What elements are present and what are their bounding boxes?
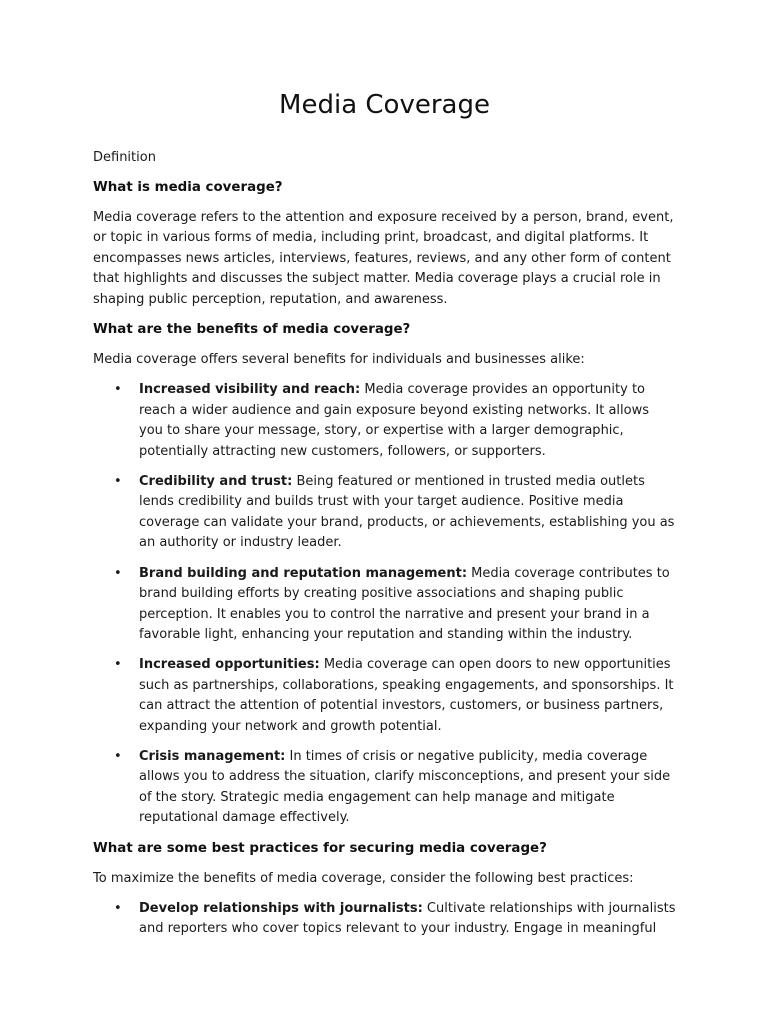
section-intro-benefits: Media coverage offers several benefits for individuals and businesses alike:	[93, 352, 585, 368]
list-item	[93, 472, 676, 554]
bullet-icon: •	[114, 900, 122, 916]
list-item-lead: Crisis management:	[139, 748, 286, 764]
bullet-icon: •	[114, 474, 122, 490]
section-heading-best-practices: What are some best practices for securing media coverage?	[93, 840, 547, 856]
section-paragraph-what-is: Media coverage refers to the attention and exposure received by a person, brand, event, or topic in various forms of media, including print, broadcast, and digital platforms. It encompasses news articles, interviews, features, reviews, and any other form of content that highlights and discusses the subject matter. Media coverage plays a crucial role in shaping public perception, reputation, and awareness.	[93, 210, 674, 307]
list-item	[93, 655, 676, 737]
best-practices-list	[93, 899, 676, 940]
list-item	[93, 380, 676, 462]
list-item-text: In times of crisis or negative publicity, media coverage allows you to address the situation, clarify misconceptions, and present your side of the story. Strategic media engagement can help manage and mitigate reputational damage effectively.	[139, 748, 671, 826]
list-item-text: Media coverage can open doors to new opportunities such as partnerships, collaborations, speaking engagements, and sponsorships. It can attract the attention of potential investors, customers, or business partners, expanding your network and growth potential.	[139, 657, 674, 734]
list-item-text: Cultivate relationships with journalists and reporters who cover topics relevant to your industry. Engage in meaningful	[139, 900, 676, 937]
list-item-lead: Brand building and reputation management:	[139, 565, 468, 581]
document-title: Media Coverage	[279, 90, 490, 120]
list-item	[93, 747, 676, 829]
section-intro-best-practices: To maximize the benefits of media coverage, consider the following best practices:	[93, 870, 634, 886]
list-item-lead: Increased opportunities:	[139, 657, 320, 673]
section-heading-benefits: What are the benefits of media coverage?	[93, 322, 411, 338]
bullet-icon: •	[114, 657, 122, 673]
list-item-text: Media coverage contributes to brand building efforts by creating positive associations and shaping public perception. It enables you to control the narrative and present your brand in a favorable light, enhancing your reputation and standing within the industry.	[139, 565, 670, 642]
bullet-icon: •	[114, 565, 122, 581]
benefits-list	[93, 380, 676, 828]
bullet-icon: •	[114, 748, 122, 764]
list-item	[93, 899, 676, 940]
list-item-text: Being featured or mentioned in trusted media outlets lends credibility and builds trust with your target audience. Positive media coverage can validate your brand, products, or achievements, establishing you as an authority or industry leader.	[139, 474, 675, 551]
list-item-lead: Increased visibility and reach:	[139, 382, 361, 398]
list-item	[93, 564, 676, 646]
section-heading-what-is: What is media coverage?	[93, 180, 283, 195]
bullet-icon: •	[114, 382, 122, 398]
list-item-lead: Develop relationships with journalists:	[139, 900, 423, 916]
list-item-text: Media coverage provides an opportunity to reach a wider audience and gain exposure beyond existing networks. It allows you to share your message, story, or expertise with a larger demographic, potentially attracting new customers, followers, or supporters.	[139, 382, 650, 459]
list-item-lead: Credibility and trust:	[139, 474, 293, 490]
definition-label: Definition	[93, 150, 156, 165]
